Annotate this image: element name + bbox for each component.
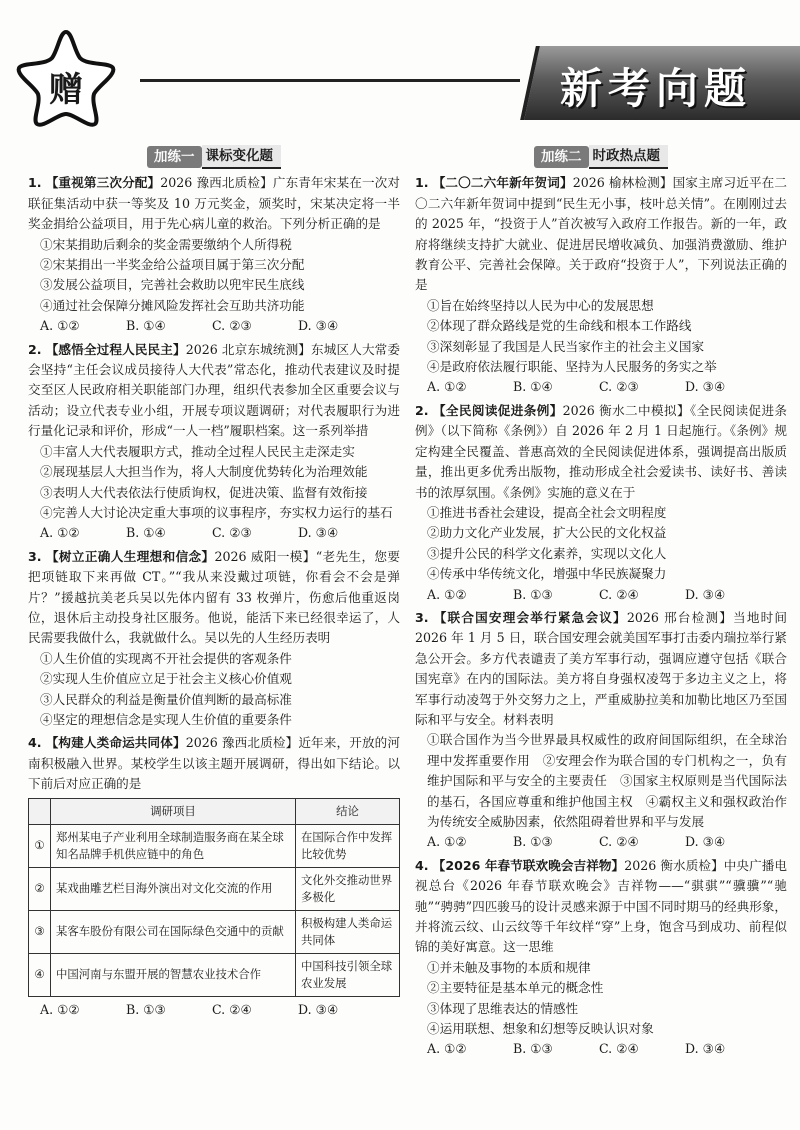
question-text: 国家主席习近平在二〇二六年新年贺词中提到“民生无小事，枝叶总关情”。在刚刚过去的 2025 年，“投资于人”首次被写入政府工作报告。新的一年，政府将继续支持扩大就业、促进居民增收减负、加强消费激励、维护教育公平、完善社会保障。关于政府“投资于人”，下列说法正确的是 (415, 175, 788, 293)
option: ②体现了群众路线是党的生命线和根本工作路线 (427, 318, 692, 334)
answer-b[interactable]: B. ①③ (513, 834, 553, 850)
answer-a[interactable]: A. ①② (427, 379, 467, 395)
question-text: 近年来，开放的河南积极融入世界。某校学生以该主题开展调研，得出如下结论。以下前后对应正确的是 (28, 735, 401, 792)
question-tag: 【二〇二六年新年贺词】 (432, 175, 573, 191)
section-header-right (415, 145, 787, 169)
table-cell: 中国科技引领全球农业发展 (296, 953, 400, 996)
answer-choices (415, 377, 787, 397)
answer-choices (415, 585, 787, 605)
question-tag: 【构建人类命运共同体】 (45, 735, 186, 751)
question-number: 4. (28, 735, 42, 751)
page-header (0, 0, 800, 130)
section-header-left (28, 145, 400, 169)
question-tag: 【感悟全过程人民民主】 (45, 341, 186, 357)
banner-title: 新考向题 (560, 64, 753, 113)
answer-d[interactable]: D. ③④ (298, 525, 339, 541)
option: ③深刻彰显了我国是人民当家作主的社会主义国家 (427, 338, 705, 354)
option: ④完善人大讨论决定重大事项的议事程序，夯实权力运行的基石 (40, 504, 393, 520)
answer-b[interactable]: B. ①③ (513, 1041, 553, 1057)
answer-d[interactable]: D. ③④ (298, 1001, 339, 1017)
answer-c[interactable]: C. ②③ (212, 525, 252, 541)
option: ②助力文化产业发展，扩大公民的文化权益 (427, 525, 667, 541)
answer-d[interactable]: D. ③④ (685, 1041, 726, 1057)
question-1 (415, 173, 787, 397)
question-source: 2026 衡水二中模拟】 (562, 402, 690, 418)
question-stem (415, 856, 787, 958)
option: ④是政府依法履行职能、坚持为人民服务的务实之举 (427, 359, 717, 375)
option: ③表明人大代表依法行使质询权，促进决策、监督有效衔接 (40, 484, 368, 500)
question-4 (415, 856, 787, 1060)
question-source: 2026 北京东城统测】 (185, 341, 312, 357)
option: ②主要特征是基本单元的概念性 (427, 980, 604, 996)
question-text: 《全民阅读促进条例》（以下简称《条例》）自 2026 年 2 月 1 日起施行。《条例》规定构建全民覆盖、普惠高效的全民阅读促进体系，强调提高出版质量，推出更多优秀出版物，推动形成全社会爱读书、读好书、善读书的浓厚氛围。《条例》实施的意义在于 (415, 402, 788, 500)
section-tag: 加练一 (147, 146, 202, 168)
table-row (29, 910, 400, 953)
question-text: “老先生，您要把项链取下来再做 CT。”“我从来没戴过项链，你看会不会是弹片？”援越抗美老兵吴以先体内留有 33 枚弹片，伤愈后他重返岗位，退休后主动投身社区服务。他说，能活下来已经很幸运了，人民需要我做什么，我就做什么。吴以先的人生经历表明 (28, 548, 400, 646)
answer-b[interactable]: B. ①④ (126, 318, 166, 334)
table-row (29, 953, 400, 996)
option: ②展现基层人大担当作为，将人大制度优势转化为治理效能 (40, 464, 368, 480)
answer-choices (28, 316, 400, 336)
answer-d[interactable]: D. ③④ (685, 586, 726, 602)
question-1 (28, 173, 400, 336)
question-number: 1. (28, 175, 42, 191)
table-cell: 积极构建人类命运共同体 (296, 910, 400, 953)
question-number: 2. (28, 341, 42, 357)
question-2 (415, 401, 787, 605)
table-cell: 在国际合作中发挥比较优势 (296, 824, 400, 867)
answer-b[interactable]: B. ①③ (513, 586, 553, 602)
header-divider (140, 79, 520, 82)
answer-a[interactable]: A. ①② (40, 1001, 80, 1017)
option: ③提升公民的科学文化素养，实现以文化人 (427, 545, 667, 561)
question-3 (28, 547, 400, 731)
section-tag: 加练二 (534, 146, 589, 168)
option: ①旨在始终坚持以人民为中心的发展思想 (427, 297, 654, 313)
option: ①联合国作为当今世界最具权威性的政府间国际组织，在全球治理中发挥重要作用 ②安理会作为联合国的专门机构之一，负有维护国际和平与安全的主要责任 ③国家主权原则是当代国际法的基石，各国应尊重和维护他国主权 ④霸权主义和强权政治作为传统安全威胁因素，依然阻碍着世界和平与发展 (427, 732, 787, 829)
table-cell: 文化外交推动世界多极化 (296, 867, 400, 910)
answer-b[interactable]: B. ①③ (126, 1001, 166, 1017)
table-cell: ① (29, 824, 51, 867)
question-stem (415, 401, 787, 503)
survey-table (28, 798, 400, 997)
gift-label: 赠 (49, 70, 83, 110)
question-text: 广东青年宋某在一次对联征集活动中获一等奖及 10 万元奖金，颁奖时，宋某决定将一半奖金捐给公益项目，用于先心病儿童的救治。下列分析正确的是 (28, 175, 400, 232)
left-column (28, 145, 400, 1023)
answer-b[interactable]: B. ①④ (126, 525, 166, 541)
option: ①并未触及事物的本质和规律 (427, 959, 591, 975)
answer-choices (28, 523, 400, 543)
question-stem (28, 733, 400, 794)
question-number: 1. (415, 175, 429, 191)
question-4 (28, 733, 400, 1020)
table-cell: 某客车股份有限公司在国际绿色交通中的贡献 (51, 910, 296, 953)
option: ④坚定的理想信念是实现人生价值的重要条件 (40, 711, 292, 727)
answer-a[interactable]: A. ①② (427, 586, 467, 602)
table-cell: 中国河南与东盟开展的智慧农业技术合作 (51, 953, 296, 996)
question-tag: 【树立正确人生理想和信念】 (45, 548, 215, 564)
answer-d[interactable]: D. ③④ (685, 379, 726, 395)
question-tag: 【联合国安理会举行紧急会议】 (433, 609, 627, 625)
table-header: 调研项目 (51, 798, 296, 824)
option: ④通过社会保障分摊风险发挥社会互助共济功能 (40, 297, 305, 313)
option: ④运用联想、想象和幻想等反映认识对象 (427, 1021, 654, 1037)
option: ①丰富人大代表履职方式，推动全过程人民民主走深走实 (40, 443, 355, 459)
question-stem (28, 547, 400, 649)
question-text: 中央广播电视总台《2026 年春节联欢晚会》吉祥物——“骐骐”“骥骥”“驰驰”“骋骋”四匹骏马的设计灵感来源于中国不同时期马的经典形象，并将流云纹、山云纹等千年纹样“穿”上身，饱含马到成功、前程似锦的美好寓意。这一思维 (415, 857, 788, 955)
answer-b[interactable]: B. ①④ (513, 379, 553, 395)
answer-c[interactable]: C. ②④ (599, 586, 639, 602)
option: ③体现了思维表达的情感性 (427, 1000, 579, 1016)
question-number: 2. (415, 402, 429, 418)
answer-c[interactable]: C. ②③ (599, 379, 639, 395)
question-source: 2026 邢台检测】 (626, 609, 734, 625)
question-source: 2026 豫西北质检】 (185, 735, 299, 751)
table-cell: ③ (29, 910, 51, 953)
question-tag: 【全民阅读促进条例】 (432, 402, 563, 418)
question-number: 3. (28, 548, 42, 564)
answer-a[interactable]: A. ①② (40, 525, 80, 541)
question-stem (28, 173, 400, 234)
question-number: 3. (415, 609, 429, 625)
question-3 (415, 608, 787, 853)
question-source: 2026 威阳一模】 (214, 548, 316, 564)
answer-d[interactable]: D. ③④ (685, 834, 726, 850)
table-cell: ④ (29, 953, 51, 996)
answer-choices (28, 1000, 400, 1020)
table-header-row (29, 798, 400, 824)
answer-choices (415, 832, 787, 852)
question-text: 东城区人大常委会坚持“主任会议成员接待人大代表”常态化，推动代表建议及时提交至区人民政府相关职能部门办理，组织代表参加全区重要会议与活动；设立代表专业小组，开展专项议题调研；对代表履职行为进行量化记录和评价，形成“一人一档”履职档案。这一系列举措 (28, 341, 400, 439)
question-tag: 【2026 年春节联欢晚会吉祥物】 (432, 857, 625, 873)
question-source: 2026 衡水质检】 (624, 857, 724, 873)
answer-c[interactable]: C. ②④ (599, 1041, 639, 1057)
section-title: 课标变化题 (202, 145, 282, 169)
answer-c[interactable]: C. ②④ (599, 834, 639, 850)
option: ①人生价值的实现离不开社会提供的客观条件 (40, 650, 292, 666)
table-row (29, 824, 400, 867)
question-number: 4. (415, 857, 429, 873)
table-cell: 郑州某电子产业利用全球制造服务商在某全球知名品牌手机供应链中的角色 (51, 824, 296, 867)
question-2 (28, 340, 400, 544)
option: ①宋某捐助后剩余的奖金需要缴纳个人所得税 (40, 236, 292, 252)
table-row (29, 867, 400, 910)
question-source: 2026 榆林检测】 (572, 175, 673, 191)
answer-c[interactable]: C. ②③ (212, 318, 252, 334)
option: ②宋某捐出一半奖金给公益项目属于第三次分配 (40, 257, 305, 273)
table-header: 结论 (296, 798, 400, 824)
option: ④传承中华传统文化，增强中华民族凝聚力 (427, 566, 667, 582)
right-column (415, 145, 787, 1063)
answer-a[interactable]: A. ①② (427, 1041, 467, 1057)
question-stem (28, 340, 400, 442)
table-cell: ② (29, 867, 51, 910)
section-title: 时政热点题 (589, 145, 669, 169)
question-stem (415, 173, 787, 295)
answer-choices (415, 1039, 787, 1059)
option: ②实现人生价值应立足于社会主义核心价值观 (40, 671, 292, 687)
question-text: 当地时间 2026 年 1 月 5 日，联合国安理会就美国军事打击委内瑞拉举行紧急公开会。多方代表谴责了美方军事行动，强调应遵守包括《联合国宪章》在内的国际法。美方将自身强权凌驾于多边主义之上，将军事行动凌驾于外交努力之上，严重威胁拉美和加勒比地区乃至国际和平与安全。材料表明 (415, 609, 788, 727)
answer-a[interactable]: A. ①② (427, 834, 467, 850)
question-stem (415, 608, 787, 730)
question-tag: 【重视第三次分配】 (45, 175, 161, 191)
question-source: 2026 豫西北质检】 (160, 175, 273, 191)
option: ③发展公益项目，完善社会救助以兜牢民生底线 (40, 277, 305, 293)
answer-d[interactable]: D. ③④ (298, 318, 339, 334)
option: ①推进书香社会建设，提高全社会文明程度 (427, 504, 667, 520)
table-cell: 某戏曲雕艺栏目海外演出对文化交流的作用 (51, 867, 296, 910)
answer-c[interactable]: C. ②④ (212, 1001, 252, 1017)
table-header (29, 798, 51, 824)
answer-a[interactable]: A. ①② (40, 318, 80, 334)
option: ③人民群众的利益是衡量价值判断的最高标准 (40, 691, 292, 707)
